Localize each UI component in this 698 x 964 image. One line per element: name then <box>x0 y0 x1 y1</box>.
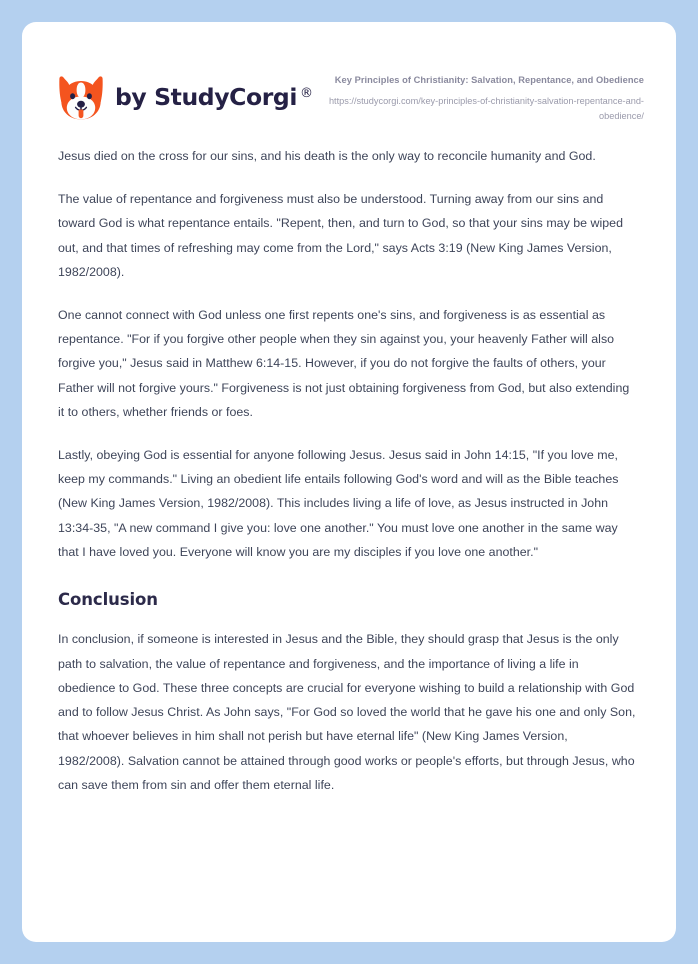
brand-wordmark-text: by StudyCorgi <box>115 83 298 112</box>
page-title: Key Principles of Christianity: Salvation, Repentance, and Obedience <box>334 75 644 85</box>
brand-wordmark <box>115 83 313 112</box>
document-body <box>22 144 676 797</box>
body-paragraph: Lastly, obeying God is essential for anyone following Jesus. Jesus said in John 14:15, "If you love me, keep my commands." Living an obedient life entails following God's word and will as the Bible teaches (New King James Version, 1982/2008). This includes living a life of love, as Jesus instructed in John 13:34-35, "A new command I give you: love one another." You must love one another in the same way that I have loved you. Everyone will know you are my disciples if you love one another." <box>58 448 619 559</box>
section-heading-conclusion: Conclusion <box>58 590 158 610</box>
registered-trademark-icon: ® <box>300 86 313 102</box>
document-header <box>22 22 676 144</box>
brand-logo-group[interactable] <box>58 70 313 122</box>
header-meta <box>313 70 644 124</box>
document-card <box>22 22 676 942</box>
body-paragraph: One cannot connect with God unless one first repents one's sins, and forgiveness is as essential as repentance. "For if you forgive other people when they sin against you, your heavenly Father will also forgive you," Jesus said in Matthew 6:14-15. However, if you do not forgive the faults of others, your Father will not forgive yours." Forgiveness is not just obtaining forgiveness from God, but also extending it to others, whether friends or foes. <box>58 308 630 419</box>
body-paragraph: Jesus died on the cross for our sins, and his death is the only way to reconcile humanity and God. <box>58 149 596 163</box>
source-url[interactable]: https://studycorgi.com/key-principles-of-christianity-salvation-repentance-and-obedience/ <box>328 96 644 122</box>
corgi-mascot-icon <box>58 74 104 122</box>
body-paragraph: The value of repentance and forgiveness must also be understood. Turning away from our sins and toward God is what repentance entails. "Repent, then, and turn to God, so that your sins may be wiped out, and that times of refreshing may come from the Lord," says Acts 3:19 (New King James Version, 1982/2008). <box>58 192 624 279</box>
conclusion-paragraph: In conclusion, if someone is interested in Jesus and the Bible, they should grasp that Jesus is the only path to salvation, the value of repentance and forgiveness, and the importance of living a life in obedience to God. These three concepts are crucial for everyone wishing to build a relationship with God and to follow Jesus Christ. As John says, "For God so loved the world that he gave his one and only Son, that whoever believes in him shall not perish but have eternal life" (New King James Version, 1982/2008). Salvation cannot be attained through good works or people's efforts, but through Jesus, who can save them from sin and offer them eternal life. <box>58 632 636 792</box>
